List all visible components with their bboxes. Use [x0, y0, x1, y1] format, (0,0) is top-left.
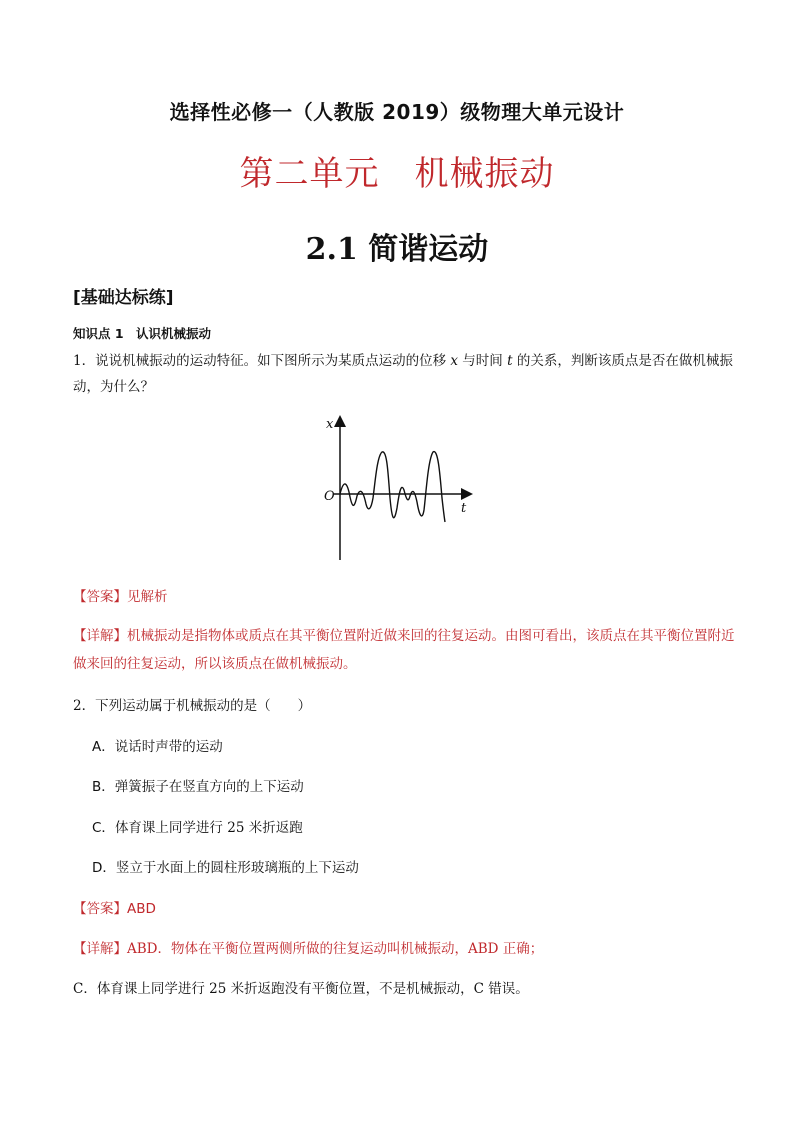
y-axis-label: x: [326, 417, 334, 432]
question-1-text-b: 与时间: [458, 353, 508, 369]
detail-2-option-c: C．体育课上同学进行 25 米折返跑没有平衡位置，不是机械振动，C 错误。: [73, 981, 529, 997]
option-b-letter: B．: [92, 779, 115, 795]
detail-1-text: 机械振动是指物体或质点在其平衡位置附近做来回的往复运动。由图可看出，该质点在其平衡位置附近做来回的往复运动，所以该质点在做机械振动。: [73, 628, 735, 672]
detail-2-tag: 【详解】: [73, 941, 127, 957]
question-2-stem: 2．下列运动属于机械振动的是（ ）: [73, 698, 312, 714]
answer-2: [73, 897, 156, 917]
section-title: 2.1 简谐运动: [305, 232, 489, 267]
displacement-time-graph: [318, 412, 478, 566]
displacement-curve: [340, 452, 445, 522]
x-axis-label: t: [461, 501, 467, 516]
option-b-text: 弹簧振子在竖直方向的上下运动: [114, 779, 304, 795]
option-b: [92, 775, 304, 795]
answer-2-tag: 【答案】: [73, 901, 127, 917]
detail-2: [73, 937, 543, 957]
document-title: 选择性必修一（人教版 2019）级物理大单元设计: [169, 100, 625, 124]
unit-title: 第二单元 机械振动: [239, 154, 555, 194]
detail-1: [73, 622, 735, 678]
question-1-text-c: 的关系，判断该质点是否在做机械振动，为什么？: [73, 353, 733, 395]
answer-1: [73, 585, 168, 605]
option-d-text: 竖立于水面上的圆柱形玻璃瓶的上下运动: [115, 860, 359, 876]
practice-heading: [基础达标练]: [73, 288, 174, 308]
knowledge-point-label: 知识点 1 认识机械振动: [73, 326, 212, 341]
origin-label: O: [324, 489, 335, 504]
answer-2-value: ABD: [127, 901, 156, 917]
question-1-text: [73, 348, 733, 400]
answer-1-value: 见解析: [127, 589, 168, 605]
detail-2-text: ABD．物体在平衡位置两侧所做的往复运动叫机械振动，ABD 正确；: [127, 941, 544, 957]
option-c-text: 体育课上同学进行 25 米折返跑: [114, 820, 303, 836]
detail-1-tag: 【详解】: [73, 628, 127, 644]
option-c-letter: C．: [92, 820, 115, 836]
graph-svg: [318, 412, 478, 562]
option-a: [92, 735, 223, 755]
answer-1-tag: 【答案】: [73, 589, 127, 605]
option-a-text: 说话时声带的运动: [114, 739, 223, 755]
variable-t: t: [507, 353, 513, 369]
option-d: [92, 856, 359, 876]
variable-x: x: [450, 353, 459, 369]
option-c: [92, 816, 303, 836]
option-d-letter: D．: [92, 860, 116, 876]
question-1-text-a: 1．说说机械振动的运动特征。如下图所示为某质点运动的位移: [73, 353, 451, 369]
option-a-letter: A．: [92, 739, 115, 755]
